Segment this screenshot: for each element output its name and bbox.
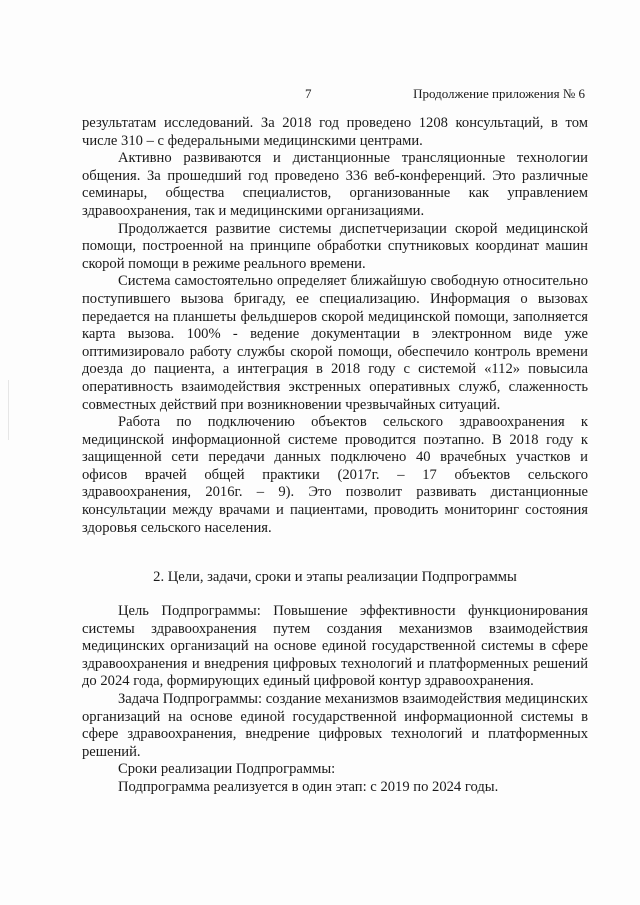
scan-artifact <box>8 380 9 440</box>
paragraph-rural-connection: Работа по подключению объектов сельского здравоохранения к медицинской информационной системе проводится поэтапно. В 2018 году к защищенной сети передачи данных подключено 40 врачебных участков и офисов врачей общей практики (2017г. – 17 объектов сельского здравоохранения, 2016г. – 9). Это позволит развивать дистанционные консультации между врачами и пациентами, проводить мониторинг состояния здоровья сельского населения. <box>82 414 588 536</box>
body-text-block <box>82 115 588 537</box>
paragraph-task: Задача Подпрограммы: создание механизмов взаимодействия медицинских организаций на основе единой государственной информационной системы в сфере здравоохранения, внедрение цифровых технологий и платформенных решений. <box>82 690 588 760</box>
paragraph-terms-label: Сроки реализации Подпрограммы: <box>118 761 336 778</box>
section-text-block <box>82 603 588 797</box>
page-number: 7 <box>305 86 312 101</box>
section-heading: 2. Цели, задачи, сроки и этапы реализации Подпрограммы <box>153 569 517 585</box>
paragraph-terms-value: Подпрограмма реализуется в один этап: с 2019 по 2024 годы. <box>118 778 499 795</box>
paragraph-goal: Цель Подпрограммы: Повышение эффективности функционирования системы здравоохранения путем создания механизмов взаимодействия медицинских организаций на основе единой государственной системы в сфере здравоохранения и внедрения цифровых технологий и платформенных решений до 2024 года, формирующих единый цифровой контур здравоохранения. <box>82 603 588 690</box>
paragraph-system-function: Система самостоятельно определяет ближайшую свободную относительно поступившего вызова бригаду, ее специализацию. Информация о вызовах передается на планшеты фельдшеров скорой медицинской помощи, заполняется карта вызова. 100% - ведение документации в электронном виде уже оптимизировало работу службы скорой помощи, обеспечило контроль времени доезда до пациента, а интеграция в 2018 году с системой «112» повысила оперативность взаимодействия экстренных оперативных служб, слаженность совместных действий при возникновении чрезвычайных ситуаций. <box>82 273 588 413</box>
paragraph-consultations: результатам исследований. За 2018 год проведено 1208 консультаций, в том числе 310 – с федеральными медицинскими центрами. <box>82 115 588 149</box>
paragraph-web-conferences: Активно развиваются и дистанционные трансляционные технологии общения. За прошедший год проведено 336 веб-конференций. Это различные семинары, общества специалистов, организованные как управлением здравоохранения, так и медицинскими организациями. <box>82 150 588 219</box>
paragraph-dispatch-system: Продолжается развитие системы диспетчеризации скорой медицинской помощи, построенной на принципе обработки спутниковых координат машин скорой помощи в режиме реального времени. <box>82 220 588 272</box>
appendix-continuation-label: Продолжение приложения № 6 <box>413 86 585 101</box>
